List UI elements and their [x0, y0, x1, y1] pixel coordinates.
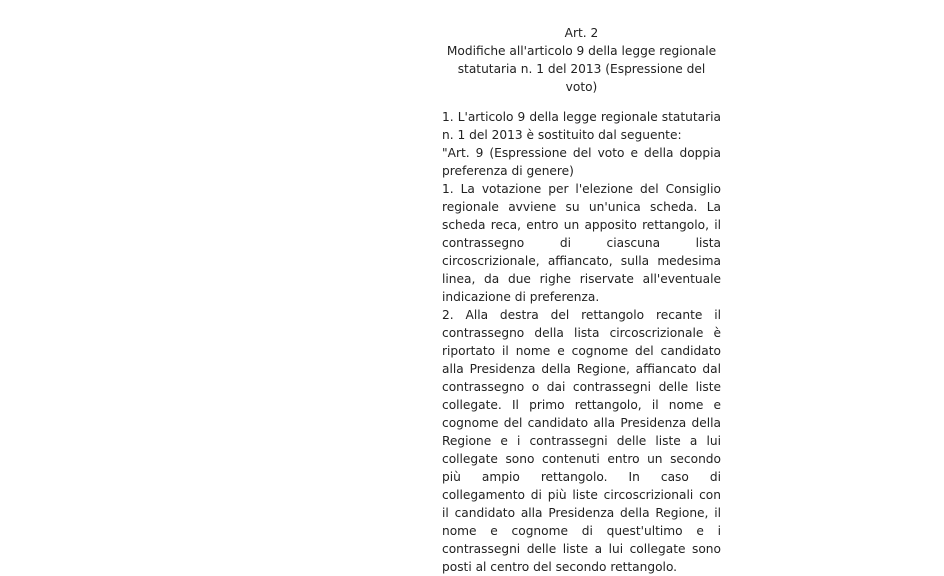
paragraph-comma-1: 1. La votazione per l'elezione del Consiglio regionale avviene su un'unica scheda. La scheda reca, entro un apposito rettangolo, il contrassegno di ciascuna lista circoscrizionale, affiancato, sulla medesima linea, da due righe riservate all'eventuale indicazione di preferenza. — [442, 182, 721, 304]
paragraph-1: 1. L'articolo 9 della legge regionale statutaria n. 1 del 2013 è sostituito dal seguente: — [442, 110, 721, 142]
article-title-line-1: Modifiche all'articolo 9 della legge regionale — [446, 44, 717, 58]
article — [442, 24, 721, 576]
article-number: Art. 2 — [564, 26, 599, 40]
paragraph-quoted-heading: "Art. 9 (Espressione del voto e della doppia preferenza di genere) — [442, 146, 721, 178]
article-body — [442, 108, 721, 576]
article-header — [442, 24, 721, 96]
article-title-line-2: statutaria n. 1 del 2013 (Espressione del voto) — [457, 62, 706, 94]
paragraph-comma-2: 2. Alla destra del rettangolo recante il contrassegno della lista circoscrizionale è riportato il nome e cognome del candidato alla Presidenza della Regione, affiancato dal contrassegno o dai contrassegni delle liste collegate. Il primo rettangolo, il nome e cognome del candidato alla Presidenza della Regione e i contrassegni delle liste a lui collegate sono contenuti entro un secondo più ampio rettangolo. In caso di collegamento di più liste circoscrizionali con il candidato alla Presidenza della Regione, il nome e cognome di quest'ultimo e i contrassegni delle liste a lui collegate sono posti al centro del secondo rettangolo. — [442, 308, 721, 574]
